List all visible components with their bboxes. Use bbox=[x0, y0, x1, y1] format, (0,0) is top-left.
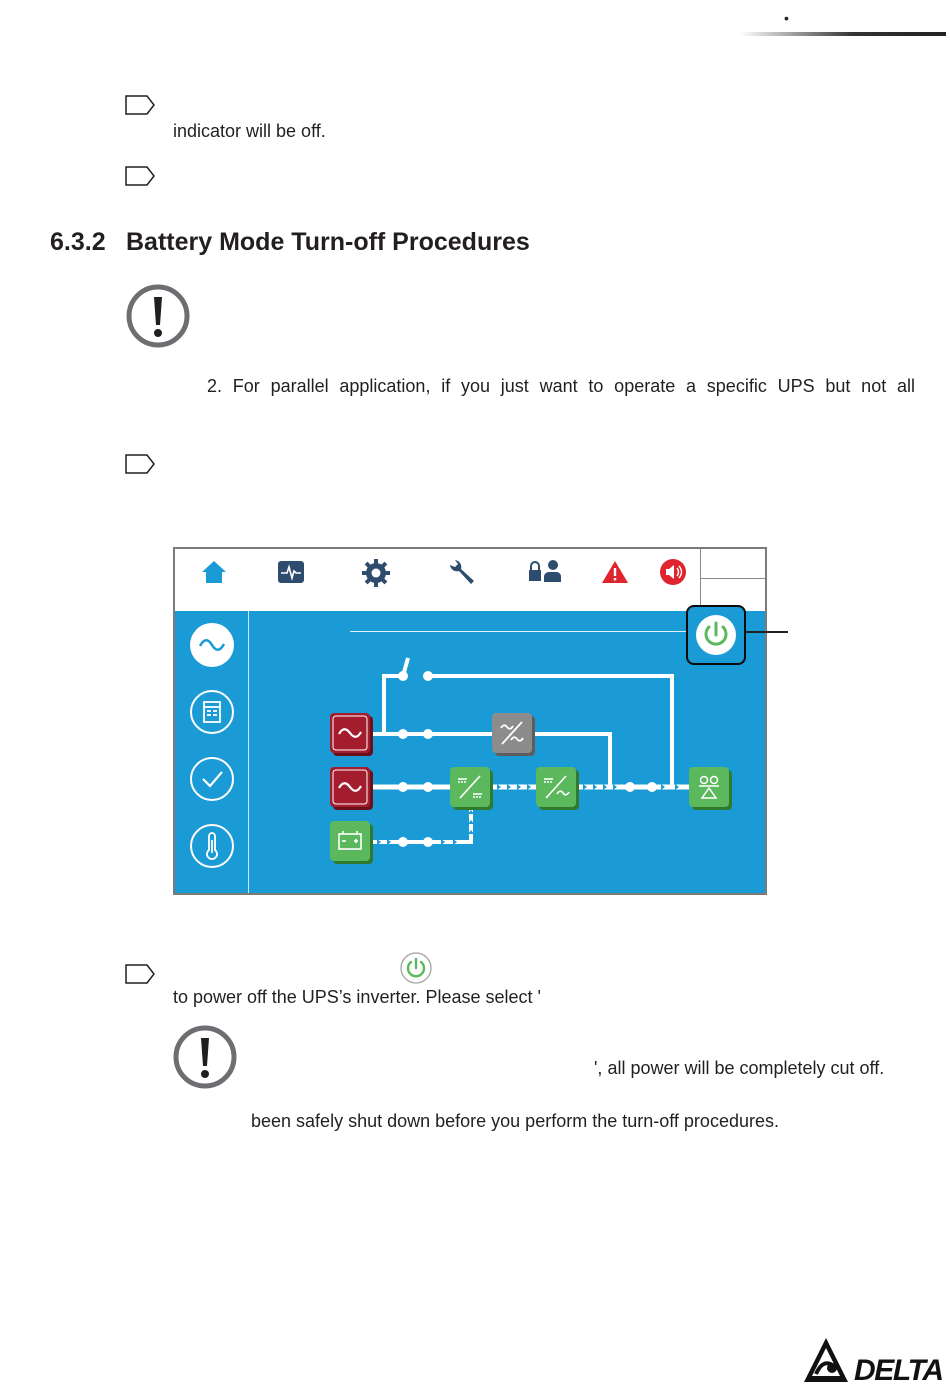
warning-exclamation-icon bbox=[125, 283, 191, 349]
step-tag-icon bbox=[125, 964, 155, 984]
ac-source-icon bbox=[330, 767, 370, 807]
step-tag-icon bbox=[125, 95, 155, 115]
inverter-icon bbox=[536, 767, 576, 807]
inverter-tile[interactable] bbox=[536, 767, 576, 807]
ac-mode-icon bbox=[190, 623, 234, 667]
load-icon bbox=[689, 767, 729, 807]
power-flow-diagram bbox=[325, 654, 745, 854]
check-icon bbox=[192, 759, 232, 799]
temperature-button[interactable] bbox=[190, 824, 234, 868]
ac-source-icon bbox=[330, 713, 370, 753]
alarm-warning-icon[interactable] bbox=[601, 560, 629, 584]
bypass-input-tile[interactable] bbox=[330, 713, 370, 753]
battery-tile[interactable] bbox=[330, 821, 370, 861]
rectifier-tile[interactable] bbox=[450, 767, 490, 807]
step-tag-icon bbox=[125, 166, 155, 186]
section-title: Battery Mode Turn-off Procedures bbox=[126, 228, 530, 256]
cutoff-text: ', all power will be completely cut off. bbox=[594, 1058, 885, 1078]
log-report-button[interactable] bbox=[190, 690, 234, 734]
section-number: 6.3.2 bbox=[50, 228, 106, 256]
static-switch-tile[interactable] bbox=[492, 713, 532, 753]
indicator-text: indicator will be off. bbox=[173, 121, 326, 141]
poweroff-text: to power off the UPS’s inverter. Please select ' bbox=[173, 987, 541, 1007]
delta-logo bbox=[802, 1336, 947, 1384]
mute-buzzer-icon[interactable] bbox=[659, 558, 687, 586]
settings-gear-icon[interactable] bbox=[361, 558, 391, 588]
battery-icon bbox=[330, 821, 370, 861]
measurement-icon[interactable] bbox=[277, 560, 305, 584]
section-heading bbox=[50, 228, 530, 257]
topbar-divider bbox=[700, 549, 701, 611]
parallel-note: 2. For parallel application, if you just want to operate a specific UPS but not all bbox=[207, 376, 915, 396]
power-icon bbox=[400, 952, 432, 984]
sidebar-separator bbox=[248, 611, 249, 895]
logo-text: DELTA bbox=[854, 1354, 944, 1384]
user-login-icon[interactable] bbox=[528, 559, 562, 585]
ac-mode-button[interactable] bbox=[190, 623, 234, 667]
screen-title-rule bbox=[350, 631, 690, 632]
header-rule bbox=[740, 32, 946, 36]
power-button-callout bbox=[745, 631, 788, 633]
power-icon bbox=[694, 613, 738, 657]
header-bullet: • bbox=[784, 10, 789, 26]
log-report-icon bbox=[192, 692, 232, 732]
static-switch-icon bbox=[492, 713, 532, 753]
step-tag-icon bbox=[125, 454, 155, 474]
ups-lcd-screen bbox=[173, 547, 767, 895]
output-load-tile[interactable] bbox=[689, 767, 729, 807]
topbar-divider bbox=[700, 578, 767, 579]
safely-text: been safely shut down before you perform the turn-off procedures. bbox=[251, 1111, 779, 1131]
maintenance-wrench-icon[interactable] bbox=[446, 557, 476, 587]
home-icon[interactable] bbox=[201, 560, 227, 584]
check-button[interactable] bbox=[190, 757, 234, 801]
thermometer-icon bbox=[192, 826, 232, 866]
warning-exclamation-icon bbox=[172, 1024, 238, 1090]
main-input-tile[interactable] bbox=[330, 767, 370, 807]
rectifier-icon bbox=[450, 767, 490, 807]
screen-topbar bbox=[175, 549, 765, 611]
